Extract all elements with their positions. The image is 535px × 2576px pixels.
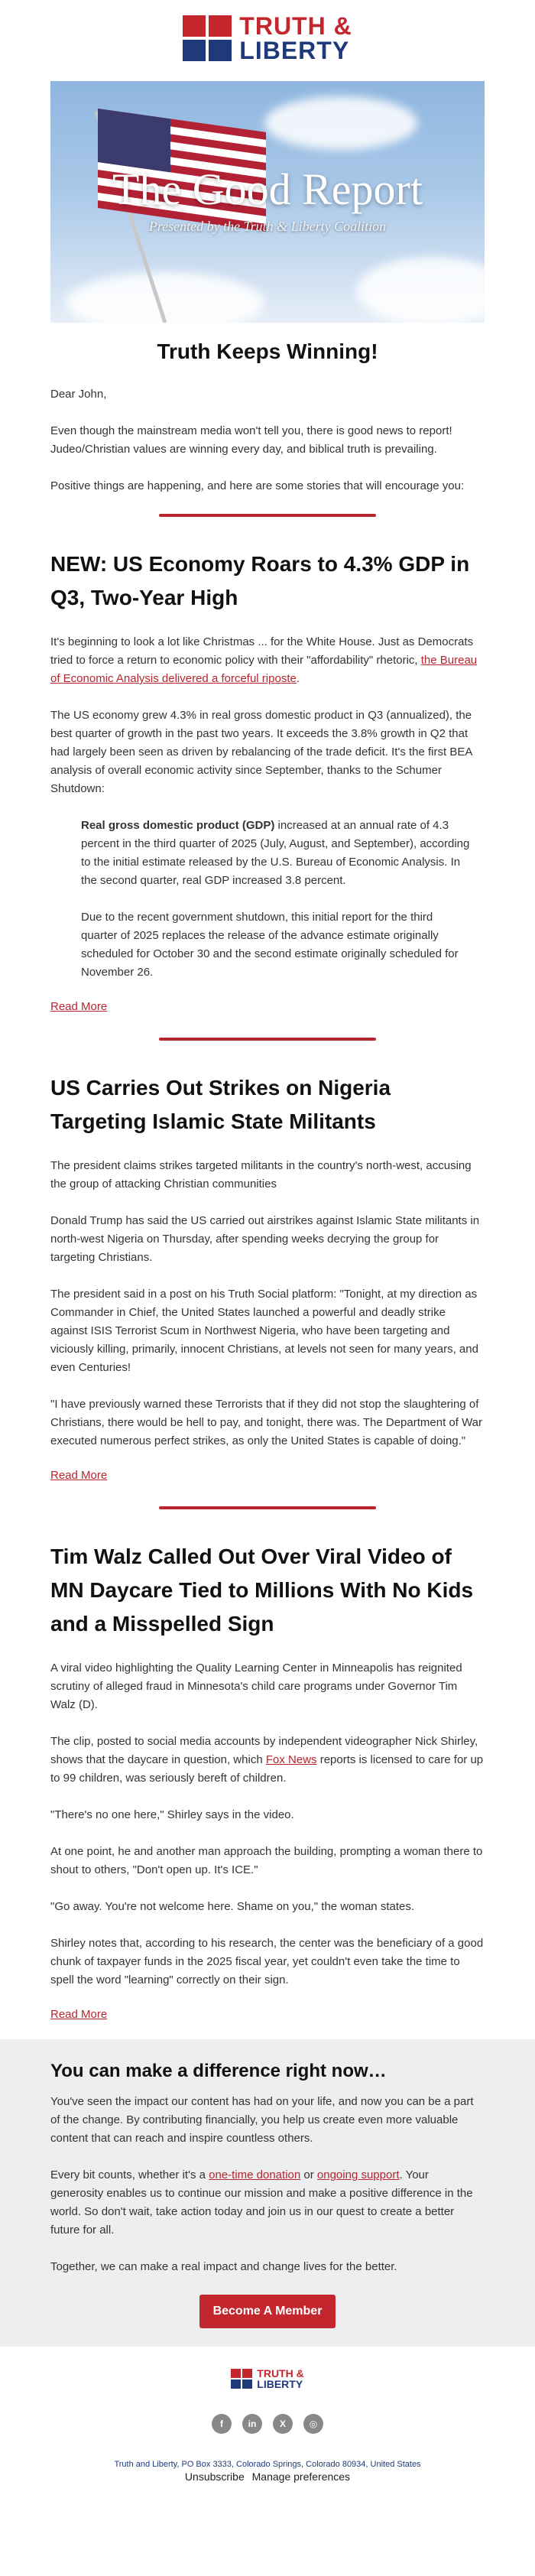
story-3-paragraph-6: Shirley notes that, according to his research, the center was the beneficiary of a good chunk of taxpayer funds in the 2025 fiscal year, yet couldn't even take the time to spell the word "learning" correctly on their sign. — [50, 1937, 484, 1986]
story-2-paragraph-1: The president claims strikes targeted militants in the country's north-west, accusing the group of attacking Christian communities — [50, 1159, 472, 1191]
cta-paragraph-1: You've seen the impact our content has had on your life, and now you can be a part of the change. By contributing financially, you help us create even more valuable content that can reach and inspire countless others. — [50, 2095, 474, 2145]
footer-logo-line-2: LIBERTY — [257, 2378, 303, 2390]
story-3-read-more-link[interactable]: Read More — [50, 2008, 108, 2021]
story-2-paragraph-4: "I have previously warned these Terrorists that if they did not stop the slaughtering of Christians, there would be hell to pay, and tonight, there was. The Department of War executed numerous perfect strikes, as only the United States is capable of doing." — [50, 1398, 483, 1447]
instagram-icon[interactable]: ◎ — [303, 2414, 323, 2434]
linkedin-icon[interactable]: in — [242, 2414, 262, 2434]
story-3-paragraph-4: At one point, he and another man approach the building, prompting a woman there to shout to others, "Don't open up. It's ICE." — [50, 1845, 483, 1876]
story-1-title: NEW: US Economy Roars to 4.3% GDP in Q3, Two-Year High — [50, 552, 470, 609]
logo-line-1: TRUTH & — [239, 12, 352, 40]
hero-banner[interactable] — [50, 81, 485, 323]
story-2-title: US Carries Out Strikes on Nigeria Targeting Islamic State Militants — [50, 1076, 391, 1133]
story-2-paragraph-3: The president said in a post on his Truth Social platform: "Tonight, at my direction as Commander in Chief, the United States launched a powerful and deadly strike against ISIS Terrorist Scum in Northwest Nigeria, who have been targeting and viciously killing, primarily, innocent Christians, at levels not seen for many years, and even Centuries! — [50, 1288, 478, 1374]
intro-paragraph-2: Positive things are happening, and here are some stories that will encourage you: — [50, 479, 465, 492]
story-3-paragraph-1: A viral video highlighting the Quality Learning Center in Minneapolis has reignited scrutiny of alleged fraud in Minnesota's child care programs under Governor Tim Walz (D). — [50, 1662, 462, 1711]
divider — [159, 1506, 376, 1509]
truth-liberty-logo[interactable] — [183, 14, 352, 63]
footer-logo-line-1: TRUTH & — [257, 2367, 304, 2379]
logo-mark-icon — [183, 15, 232, 61]
bea-link[interactable]: the Bureau of Economic Analysis delivered a forceful riposte — [50, 654, 478, 685]
cta-title: You can make a difference right now… — [50, 2061, 387, 2081]
story-1-quote-2: Due to the recent government shutdown, this initial report for the third quarter of 2025 replaces the release of the advance estimate originally scheduled for October 30 and the second estimate originally scheduled for November 26. — [81, 911, 459, 979]
cta-paragraph-3: Together, we can make a real impact and change lives for the better. — [50, 2260, 397, 2273]
footer-logo[interactable] — [0, 2347, 535, 2397]
footer-logo-mark-icon — [231, 2369, 252, 2389]
cta-paragraph-2: Every bit counts, whether it's a one-time donation or ongoing support. Your generosity enables us to continue our mission and make a positive difference in the world. So don't wait, take action today and join us in our quest to create a better future for all. — [50, 2168, 473, 2237]
story-3-paragraph-2: The clip, posted to social media accounts by independent videographer Nick Shirley, shows that the daycare in question, which Fox News reports is licensed to care for up to 99 children, was seriously bereft of children. — [50, 1735, 484, 1785]
one-time-donation-link[interactable]: one-time donation — [209, 2168, 301, 2181]
facebook-icon[interactable]: f — [212, 2414, 232, 2434]
story-1-paragraph-2: The US economy grew 4.3% in real gross domestic product in Q3 (annualized), the best quarter of growth in the past two years. It exceeds the 3.8% growth in Q2 that had largely been seen as driven by rebalancing of the trade deficit. It's the first BEA analysis of overall economic activity since September, thanks to the Schumer Shutdown: — [50, 709, 472, 795]
intro-paragraph-1: Even though the mainstream media won't tell you, there is good news to report! Judeo/Christian values are winning every day, and biblical truth is prevailing. — [50, 424, 452, 456]
story-2-paragraph-2: Donald Trump has said the US carried out airstrikes against Islamic State militants in north-west Nigeria on Thursday, after spending weeks decrying the group for targeting Christians. — [50, 1214, 480, 1264]
ongoing-support-link[interactable]: ongoing support — [316, 2168, 400, 2181]
story-2-read-more-link[interactable]: Read More — [50, 1469, 108, 1482]
footer-links — [0, 2470, 535, 2487]
donation-cta-section — [0, 2039, 535, 2347]
greeting: Dear John, — [50, 388, 107, 401]
divider — [159, 1038, 376, 1041]
story-1-quote-1: Real gross domestic product (GDP) increased at an annual rate of 4.3 percent in the third quarter of 2025 (July, August, and September), according to the initial estimate released by the U.S. Bureau of Economic Analysis. In the second quarter, real GDP increased 3.8 percent. — [81, 819, 470, 887]
story-1-read-more-link[interactable]: Read More — [50, 1000, 108, 1013]
fox-news-link[interactable]: Fox News — [265, 1753, 317, 1766]
x-icon[interactable]: X — [273, 2414, 293, 2434]
footer-address: Truth and Liberty, PO Box 3333, Colorado Springs, Colorado 80934, United States — [114, 2460, 421, 2469]
logo-line-2: LIBERTY — [239, 37, 350, 64]
story-1-blockquote — [81, 817, 471, 982]
social-links — [0, 2397, 535, 2448]
email-header — [0, 0, 535, 76]
manage-preferences-link[interactable]: Manage preferences — [251, 2470, 351, 2483]
hero-subtitle: Presented by the Truth & Liberty Coalition — [148, 219, 387, 234]
become-member-button[interactable]: Become A Member — [199, 2295, 336, 2328]
hero-title: The Good Report — [112, 164, 423, 214]
divider — [159, 514, 376, 517]
story-3-paragraph-5: "Go away. You're not welcome here. Shame on you," the woman states. — [50, 1900, 415, 1913]
unsubscribe-link[interactable]: Unsubscribe — [184, 2470, 245, 2483]
story-1-paragraph-1: It's beginning to look a lot like Christmas ... for the White House. Just as Democrats tried to force a return to economic policy with their "affordability" rhetoric, the Bureau of Economic Analysis delivered a forceful riposte. — [50, 635, 478, 685]
story-3-title: Tim Walz Called Out Over Viral Video of MN Daycare Tied to Millions With No Kids and a Misspelled Sign — [50, 1545, 474, 1636]
story-3-paragraph-3: "There's no one here," Shirley says in the video. — [50, 1808, 294, 1821]
headline: Truth Keeps Winning! — [157, 339, 378, 363]
